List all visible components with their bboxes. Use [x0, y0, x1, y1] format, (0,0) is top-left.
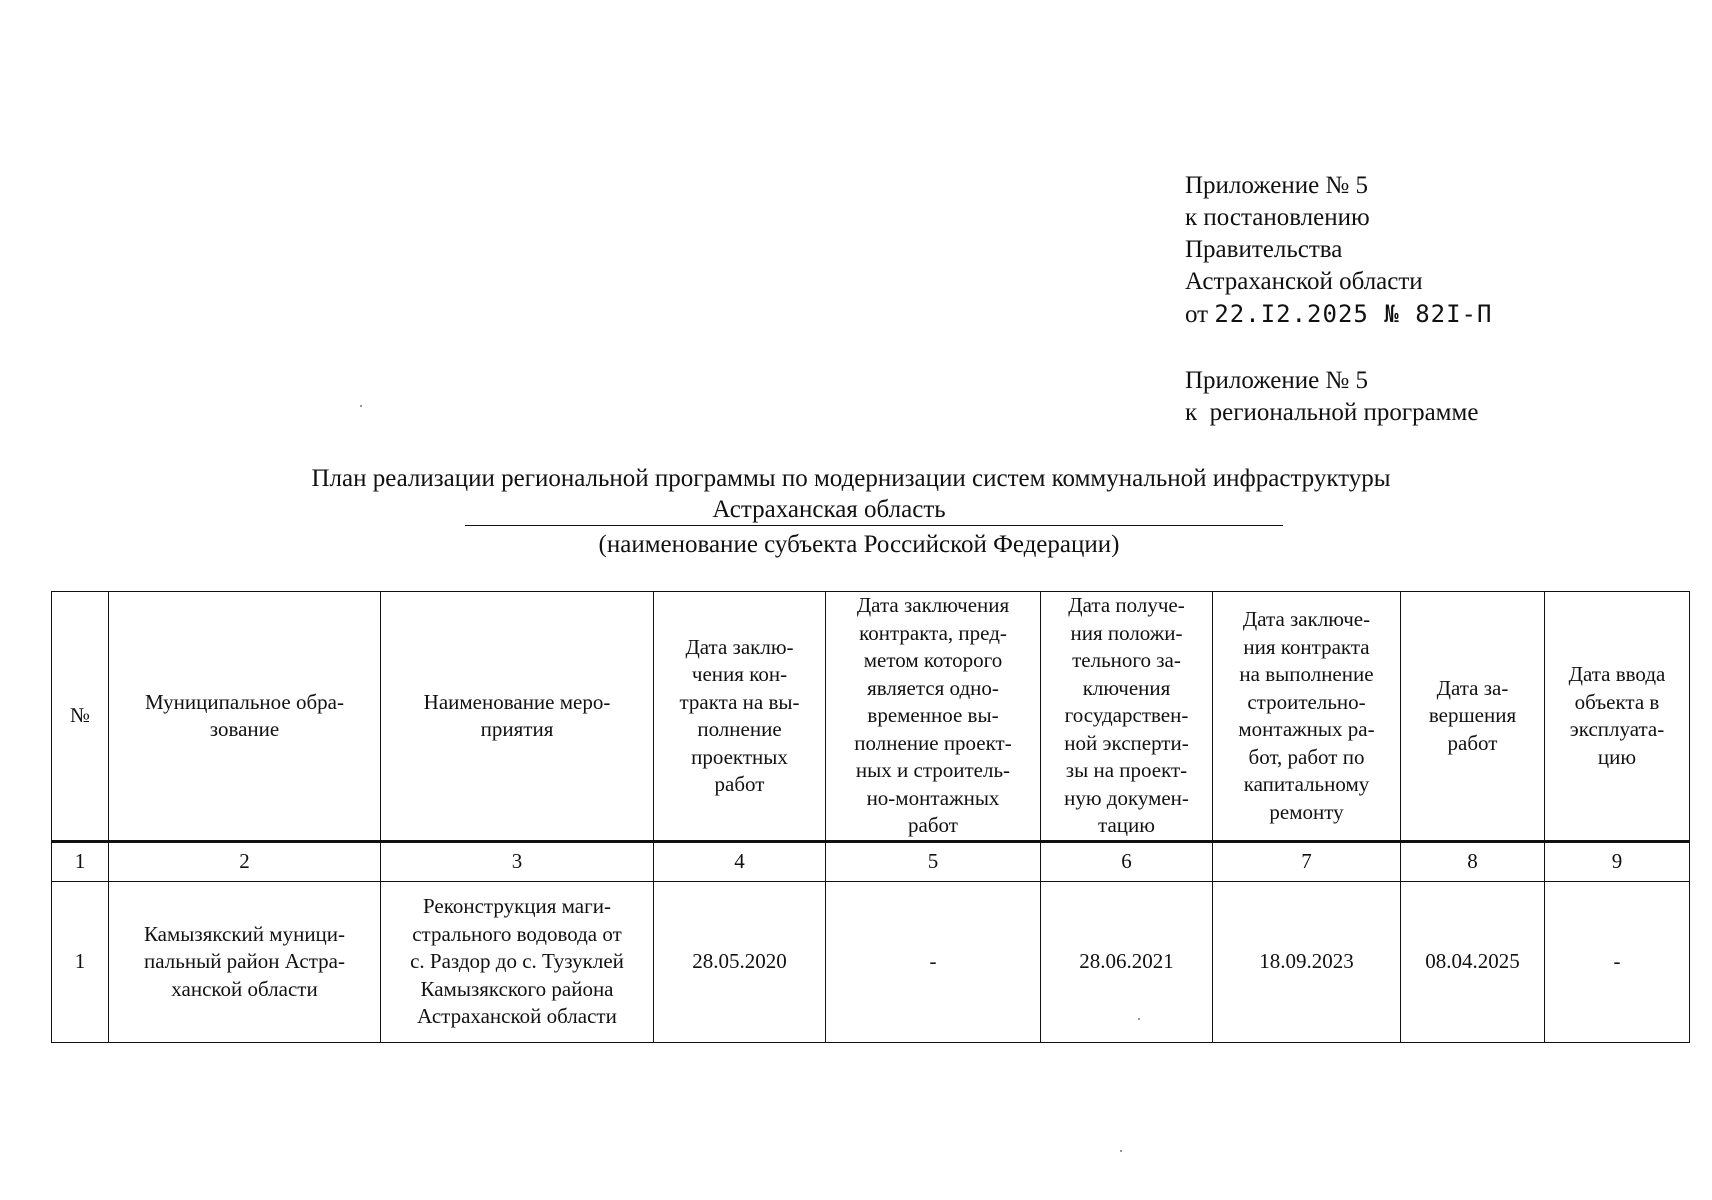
date-prefix: от [1185, 301, 1209, 328]
scan-speck [1120, 1150, 1122, 1152]
appendix-ref-region: Астраханской области [1185, 268, 1423, 295]
appendix-date-line [1185, 298, 1492, 331]
row-expertise-date: 28.06.2021 [1041, 882, 1213, 1043]
column-number: 3 [381, 842, 654, 882]
header-commissioning-date: Дата ввода объекта в эксплуата- цию [1545, 592, 1690, 842]
scan-speck [1138, 1018, 1140, 1020]
appendix-ref-government: Правительства [1185, 236, 1343, 263]
header-completion-date: Дата за- вершения работ [1401, 592, 1545, 842]
row-design-contract-date: 28.05.2020 [654, 882, 826, 1043]
table-row [52, 882, 1690, 1043]
column-number: 6 [1041, 842, 1213, 882]
document-title: План реализации региональной программы по модернизации систем коммунальной инфраструктуры [311, 465, 1391, 492]
row-municipality: Камызякский муници- пальный район Астра- ханской области [109, 882, 381, 1043]
column-number-row [52, 842, 1690, 882]
row-combined-contract-date: - [826, 882, 1041, 1043]
header-number: № [52, 592, 109, 842]
scan-speck [360, 405, 362, 407]
header-expertise-date: Дата получе- ния положи- тельного за- ключения государствен- ной эксперти- зы на проект- ную докумен- тацию [1041, 592, 1213, 842]
column-number: 2 [109, 842, 381, 882]
column-number: 7 [1213, 842, 1401, 882]
appendix-block [1185, 170, 1492, 429]
column-number: 9 [1545, 842, 1690, 882]
appendix-ref-resolution: к постановлению [1185, 204, 1370, 231]
row-commissioning-date: - [1545, 882, 1690, 1043]
header-measure: Наименование меро- приятия [381, 592, 654, 842]
header-design-contract-date: Дата заклю- чения кон- тракта на вы- полнение проектных работ [654, 592, 826, 842]
subject-name: Астраханская область [712, 496, 946, 523]
date-number-stamp: 22.I2.2025 № 82I-П [1214, 300, 1493, 328]
appendix-title: Приложение № 5 [1185, 172, 1369, 199]
table-header-row [52, 592, 1690, 842]
header-combined-contract-date: Дата заключения контракта, пред- метом которого является одно- временное вы- полнение проект- ных и строитель- но-монтажных работ [826, 592, 1041, 842]
appendix-program-title: Приложение № 5 [1185, 367, 1369, 394]
column-number: 4 [654, 842, 826, 882]
row-number: 1 [52, 882, 109, 1043]
subject-caption: (наименование субъекта Российской Федерации) [598, 531, 1120, 558]
column-number: 1 [52, 842, 109, 882]
subject-name-line [465, 495, 1283, 526]
plan-table [51, 591, 1690, 1043]
header-construction-contract-date: Дата заключе- ния контракта на выполнение строительно- монтажных ра- бот, работ по капитальному ремонту [1213, 592, 1401, 842]
header-municipality: Муниципальное обра- зование [109, 592, 381, 842]
row-construction-contract-date: 18.09.2023 [1213, 882, 1401, 1043]
column-number: 8 [1401, 842, 1545, 882]
row-completion-date: 08.04.2025 [1401, 882, 1545, 1043]
row-measure: Реконструкция маги- стрального водовода от с. Раздор до с. Тузуклей Камызякского района Астраханской области [381, 882, 654, 1043]
appendix-program-ref: к региональной программе [1185, 399, 1479, 426]
column-number: 5 [826, 842, 1041, 882]
